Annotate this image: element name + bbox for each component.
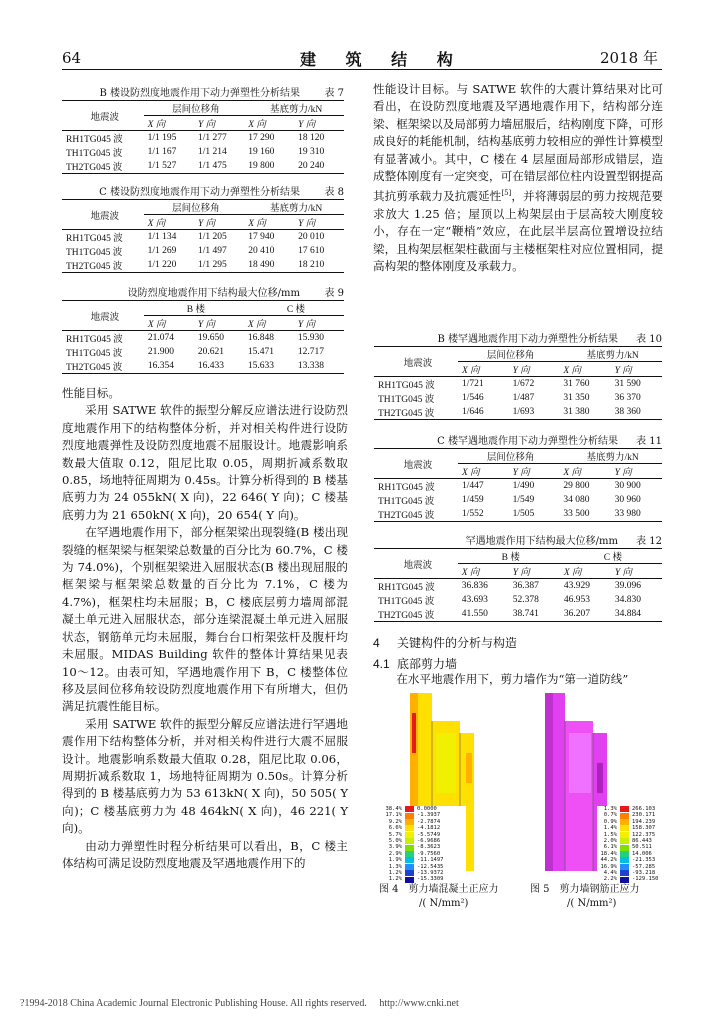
legend-value: 50.511 <box>632 844 652 851</box>
figure-4 <box>378 693 528 883</box>
legend-swatch <box>620 806 629 812</box>
table-cell: 1/487 <box>512 393 535 403</box>
legend-swatch <box>405 845 414 851</box>
table-number: 表 8 <box>324 187 344 198</box>
legend-percent: 0.7% <box>603 812 617 819</box>
table-cell: 34 080 <box>563 495 590 505</box>
table-cell: 1/490 <box>512 481 535 491</box>
paragraph-text: 性能设计目标。与 SATWE 软件的大震计算结果对比可看出，在设防烈度地震及罕遇地震作用下，结构部分连梁、框架梁以及局部剪力墙屈服后，结构刚度下降，可形成良好的耗能机制，结构基底剪力较相应的弹性计算模型有显著减小。其中，C 楼在 4 层屋面局部形成错层，造成整体刚度有一定突变，可在错层部位柱内设置型钢提高其抗剪承载力及抗震延性 <box>373 82 663 204</box>
table-caption-text: C 楼罕遇地震作用下动力弹塑性分析结果 <box>437 436 618 447</box>
sub-header: Y 向 <box>611 464 662 479</box>
table-row <box>374 607 662 622</box>
col-header: 层间位移角 <box>458 449 559 464</box>
table-number: 表 9 <box>324 288 344 299</box>
legend-percent: 4.4% <box>603 870 617 877</box>
fig4-legend <box>382 806 466 883</box>
table-cell: 1/1 195 <box>147 133 177 143</box>
table-caption <box>62 183 344 199</box>
legend-value: -1.3937 <box>417 812 441 819</box>
sub-header: X 向 <box>458 362 509 377</box>
table-cell: RH1TG045 波 <box>378 381 435 391</box>
col-header: B 楼 <box>144 301 244 316</box>
table-cell: TH2TG045 波 <box>62 159 144 174</box>
table-cell: 1/546 <box>461 393 484 403</box>
legend-swatch <box>620 819 629 825</box>
table-cell: 33 500 <box>559 507 610 522</box>
col-header: 基底剪力/kN <box>244 101 344 116</box>
sub-header: X 向 <box>144 116 194 131</box>
table-cell: TH1TG045 波 <box>378 395 435 405</box>
table-cell: 1/1 220 <box>144 258 194 273</box>
table-cell: 36.836 <box>461 581 488 591</box>
table-cell: 31 590 <box>614 379 641 389</box>
table-cell: 20 240 <box>294 159 344 174</box>
table11-block <box>374 432 662 522</box>
table-cell: 30 960 <box>614 495 641 505</box>
reference-mark: [5] <box>501 189 512 198</box>
legend-value: -4.1812 <box>417 825 441 832</box>
legend-percent: 44.2% <box>600 857 617 864</box>
legend-swatch <box>405 806 414 812</box>
legend-swatch <box>405 813 414 819</box>
section-title: 关键构件的分析与构造 <box>397 636 518 650</box>
legend-value: -129.150 <box>632 876 659 883</box>
table-cell: 1/1 269 <box>147 246 177 256</box>
col-header: 地震波 <box>374 549 458 579</box>
table-cell: 20 410 <box>248 246 275 256</box>
col-header: 基底剪力/kN <box>244 200 344 215</box>
table-cell: 46.953 <box>563 595 590 605</box>
figure-5-caption-units: /( N/mm²) <box>567 898 617 909</box>
legend-swatch <box>405 870 414 876</box>
sub-header: Y 向 <box>194 116 244 131</box>
section-4-1-heading <box>373 655 457 672</box>
sub-header: Y 向 <box>611 362 662 377</box>
legend-swatch <box>620 825 629 831</box>
table-cell: 16.848 <box>247 333 274 343</box>
col-header: 层间位移角 <box>458 347 559 362</box>
sub-header: Y 向 <box>611 564 662 579</box>
figure-5 <box>531 693 681 883</box>
legend-value: 14.006 <box>632 850 652 857</box>
table10-block <box>374 330 662 420</box>
table-caption <box>374 532 662 548</box>
legend-percent: 1.3% <box>603 806 617 812</box>
data-table <box>374 548 662 622</box>
legend-swatch <box>405 832 414 838</box>
table-row <box>374 493 662 507</box>
table-number: 表 10 <box>636 334 662 345</box>
table-row <box>374 507 662 522</box>
table-cell: 18 210 <box>294 258 344 273</box>
table-cell: TH2TG045 波 <box>62 258 144 273</box>
legend-swatch <box>620 864 629 870</box>
sub-header: Y 向 <box>509 362 560 377</box>
sub-header: X 向 <box>559 362 610 377</box>
table8-block <box>62 183 344 273</box>
legend-swatch <box>405 825 414 831</box>
data-table <box>62 100 344 174</box>
legend-percent: 16.9% <box>600 863 617 870</box>
table-caption <box>374 330 662 346</box>
table-cell: 1/1 497 <box>197 246 227 256</box>
table-cell: RH1TG045 波 <box>66 135 123 145</box>
sub-header: X 向 <box>560 564 611 579</box>
table-cell: 31 350 <box>563 393 590 403</box>
table-cell: 19 800 <box>244 159 294 174</box>
table-cell: 19 310 <box>298 147 325 157</box>
legend-value: -5.5749 <box>417 831 441 838</box>
table-cell: 1/1 277 <box>197 133 227 143</box>
header-rule <box>62 69 662 70</box>
table-row <box>62 131 344 146</box>
table-cell: 29 800 <box>563 481 590 491</box>
left-column-text <box>62 385 348 872</box>
col-header: 基底剪力/kN <box>559 449 662 464</box>
table-cell: 20 010 <box>298 232 325 242</box>
right-column-text <box>373 81 663 275</box>
sub-header: Y 向 <box>194 215 244 230</box>
table-caption <box>62 84 344 100</box>
legend-value: 158.307 <box>632 825 656 832</box>
legend-percent: 1.4% <box>603 825 617 832</box>
legend-percent: 2.9% <box>388 850 402 857</box>
table-cell: 1/1 205 <box>197 232 227 242</box>
table-caption-text: B 楼罕遇地震作用下动力弹塑性分析结果 <box>437 334 618 345</box>
table-cell: 52.378 <box>512 595 539 605</box>
table-cell: 1/1 214 <box>197 147 227 157</box>
legend-value: 230.171 <box>632 812 656 819</box>
table-cell: 1/1 475 <box>194 159 244 174</box>
table-cell: 38 360 <box>611 405 662 420</box>
table-cell: TH1TG045 波 <box>66 349 123 359</box>
legend-swatch <box>620 832 629 838</box>
table-cell: 36.387 <box>512 581 539 591</box>
table-row <box>62 244 344 258</box>
legend-percent: 0.9% <box>603 818 617 825</box>
table-cell: 1/693 <box>509 405 560 420</box>
section-number: 4.1 <box>373 657 390 671</box>
table-cell: 21.900 <box>147 347 174 357</box>
table-cell: RH1TG045 波 <box>378 583 435 593</box>
table-cell: RH1TG045 波 <box>378 483 435 493</box>
table-cell: TH1TG045 波 <box>378 497 435 507</box>
table-caption-text: B 楼设防烈度地震作用下动力弹塑性分析结果 <box>99 88 300 99</box>
table-cell: TH2TG045 波 <box>374 507 458 522</box>
legend-value: 194.239 <box>632 818 656 825</box>
table-cell: 36.207 <box>560 607 611 622</box>
table-cell: 34.884 <box>611 607 662 622</box>
paragraph: 采用 SATWE 软件的振型分解反应谱法进行罕遇地震作用下结构整体分析，并对相关构件进行大震不屈服设计。地震影响系数最大值取 0.28，阻尼比取 0.06，周期折减系数取 1，场地特征周期为 0.50s。计算分析得到的 B 楼基底剪力为 53 613kN( X 向)，50 505( Y 向)；C 楼基底剪力为 48 464kN( X 向)，46 221( Y 向)。 <box>62 716 348 836</box>
sub-header: Y 向 <box>509 464 560 479</box>
table-row <box>62 159 344 174</box>
legend-percent: 3.9% <box>388 844 402 851</box>
col-header: C 楼 <box>560 549 662 564</box>
table-cell: 15.633 <box>244 359 294 374</box>
legend-value: -6.9686 <box>417 838 441 845</box>
legend-percent: 18.4% <box>600 850 617 857</box>
sub-header: X 向 <box>144 316 194 331</box>
table-cell: 15.930 <box>297 333 325 343</box>
sub-header: Y 向 <box>509 564 560 579</box>
table-cell: 17 290 <box>248 133 275 143</box>
figure-4-caption: 图 4 剪力墙混凝土正应力 <box>379 884 499 895</box>
table-cell: 16.354 <box>144 359 194 374</box>
legend-swatch <box>620 838 629 844</box>
sub-header: Y 向 <box>294 116 344 131</box>
table-row <box>62 345 344 359</box>
table-row <box>374 377 662 392</box>
legend-swatch <box>405 819 414 825</box>
table-cell: 19.650 <box>197 333 224 343</box>
legend-swatch <box>405 864 414 870</box>
table-cell: 30 900 <box>614 481 641 491</box>
table-cell: 1/552 <box>458 507 509 522</box>
legend-percent: 2.2% <box>603 876 617 883</box>
sub-header: X 向 <box>244 215 294 230</box>
legend-value: -57.285 <box>632 863 656 870</box>
legend-value: -8.3623 <box>417 844 441 851</box>
table-cell: 1/672 <box>512 379 535 389</box>
col-header: 地震波 <box>62 301 144 331</box>
sub-header: Y 向 <box>294 316 344 331</box>
legend-value: 0.0000 <box>417 806 437 812</box>
table-cell: 1/447 <box>461 481 484 491</box>
table12-block <box>374 532 662 622</box>
table-cell: 43.929 <box>563 581 590 591</box>
table-row <box>62 145 344 159</box>
col-header: B 楼 <box>458 549 560 564</box>
data-table <box>374 448 662 522</box>
col-header: 地震波 <box>374 449 458 479</box>
table-row <box>374 391 662 405</box>
table-cell: 21.074 <box>147 333 174 343</box>
legend-swatch <box>405 857 414 863</box>
table-cell: TH1TG045 波 <box>378 597 435 607</box>
table-row <box>62 331 344 346</box>
legend-swatch <box>620 813 629 819</box>
table-row <box>374 479 662 494</box>
table-row <box>62 359 344 374</box>
sub-header: X 向 <box>559 464 610 479</box>
col-header: 层间位移角 <box>144 101 245 116</box>
legend-percent: 17.1% <box>385 812 402 819</box>
table-cell: 18 120 <box>298 133 325 143</box>
data-table <box>62 199 344 273</box>
paragraph: 在罕遇地震作用下，部分框架梁出现裂缝(B 楼出现裂缝的框架梁与框架梁总数量的百分比为 60.7%，C 楼为 74.0%)，个别框架梁进入屈服状态(B 楼出现屈服的框架梁与框架梁总数量的百分比为 7.1%，C 楼为 4.7%)，框架柱均未屈服；B，C 楼底层剪力墙周部混凝土单元进入屈服状态，部分连梁混凝土单元进入屈服状态，钢筋单元均未屈服，舞台台口桁架弦杆及腹杆均未屈服。MIDAS Building 软件的整体计算结果见表 10～12。由表可知，罕遇地震作用下 B，C 楼整体位移及层间位移角较设防烈度地震作用下有所增大，但仍满足抗震性能目标。 <box>62 525 348 714</box>
table-cell: 43.693 <box>461 595 488 605</box>
table-number: 表 7 <box>324 88 344 99</box>
journal-year: 2018 年 <box>600 49 658 67</box>
legend-value: -93.218 <box>632 870 656 877</box>
sub-header: X 向 <box>244 316 294 331</box>
section-number: 4 <box>373 636 380 650</box>
legend-swatch <box>405 838 414 844</box>
legend-percent: 9.2% <box>388 818 402 825</box>
data-table <box>374 346 662 420</box>
table-number: 表 11 <box>636 436 662 447</box>
table-row <box>374 579 662 594</box>
legend-value: -21.353 <box>632 857 656 864</box>
legend-swatch <box>620 857 629 863</box>
table-cell: 18 490 <box>244 258 294 273</box>
table9-block <box>62 284 344 374</box>
table-cell: 1/459 <box>461 495 484 505</box>
legend-swatch <box>405 851 414 857</box>
legend-value: 122.375 <box>632 831 656 838</box>
table-row <box>62 258 344 273</box>
table-caption-text: 罕遇地震作用下结构最大位移/mm <box>465 536 618 547</box>
table-cell: TH2TG045 波 <box>62 359 144 374</box>
legend-value: -2.7874 <box>417 818 441 825</box>
table-cell: TH2TG045 波 <box>374 607 458 622</box>
col-header: 地震波 <box>62 200 144 230</box>
legend-value: -12.5435 <box>417 863 444 870</box>
table7-block <box>62 84 344 174</box>
journal-title: 建 筑 结 构 <box>300 50 465 69</box>
legend-swatch <box>620 845 629 851</box>
table-row <box>374 593 662 607</box>
table-cell: 20.621 <box>197 347 224 357</box>
figure-5-caption: 图 5 剪力墙钢筋正应力 <box>530 884 640 895</box>
legend-percent: 38.4% <box>385 806 402 812</box>
table-cell: 1/1 295 <box>194 258 244 273</box>
table-cell: 16.433 <box>194 359 244 374</box>
table-cell: 1/1 167 <box>147 147 177 157</box>
sub-header: X 向 <box>144 215 194 230</box>
legend-percent: 1.5% <box>603 831 617 838</box>
table-cell: 1/646 <box>458 405 509 420</box>
table-cell: 13.338 <box>294 359 344 374</box>
fig5-legend <box>597 806 681 883</box>
sub-header: Y 向 <box>294 215 344 230</box>
paragraph-text: ，并将薄弱层的剪力按规范要求放大 1.25 倍；屋顶以上构架层由于层高较大刚度较小，存在一定“鞭梢”效应，在此层半层高位置增设拉结梁，且构架层框架柱截面与主楼框架柱对应位置相同，提高构架的整体刚度及承载力。 <box>373 189 663 273</box>
table-cell: 31 380 <box>559 405 610 420</box>
legend-value: 266.103 <box>632 806 656 812</box>
table-cell: 15.471 <box>247 347 274 357</box>
legend-percent: 2.0% <box>603 838 617 845</box>
legend-percent: 5.7% <box>388 831 402 838</box>
legend-swatch <box>620 851 629 857</box>
table-cell: 36 370 <box>614 393 641 403</box>
figure-4-caption-units: /( N/mm²) <box>419 898 469 909</box>
table-cell: 38.741 <box>509 607 560 622</box>
table-cell: RH1TG045 波 <box>66 335 123 345</box>
table-cell: 12.717 <box>297 347 325 357</box>
section-4-heading <box>373 634 517 651</box>
table-cell: TH1TG045 波 <box>66 149 123 159</box>
table-cell: 19 160 <box>248 147 275 157</box>
table-cell: 1/505 <box>509 507 560 522</box>
legend-value: -13.9372 <box>417 870 444 877</box>
table-cell: 39.096 <box>614 581 641 591</box>
table-caption <box>62 284 344 300</box>
legend-value: -9.7560 <box>417 850 441 857</box>
paragraph: 性能目标。 <box>62 386 120 400</box>
table-cell: 41.550 <box>458 607 509 622</box>
sub-header: X 向 <box>244 116 294 131</box>
col-header: 基底剪力/kN <box>559 347 662 362</box>
copyright-footer: ?1994-2018 China Academic Journal Electronic Publishing House. All rights reserved. http://www.cnki.net <box>20 998 459 1009</box>
col-header: 地震波 <box>62 101 144 131</box>
table-cell: TH2TG045 波 <box>374 405 458 420</box>
col-header: 层间位移角 <box>144 200 245 215</box>
legend-percent: 1.2% <box>388 870 402 877</box>
paragraph <box>373 81 663 275</box>
table-caption <box>374 432 662 448</box>
table-cell: 1/549 <box>512 495 535 505</box>
table-cell: 1/1 527 <box>144 159 194 174</box>
legend-percent: 6.6% <box>388 825 402 832</box>
legend-value: 86.443 <box>632 838 652 845</box>
table-cell: 31 760 <box>563 379 590 389</box>
legend-percent: 5.0% <box>388 838 402 845</box>
sub-header: Y 向 <box>194 316 244 331</box>
legend-percent: 1.9% <box>388 857 402 864</box>
paragraph: 由动力弹塑性时程分析结果可以看出，B，C 楼主体结构可满足设防烈度地震及罕遇地震作用下的 <box>62 838 348 870</box>
table-cell: 17 610 <box>298 246 325 256</box>
table-cell: 1/721 <box>461 379 484 389</box>
legend-percent: 1.2% <box>388 876 402 883</box>
table-cell: 1/1 134 <box>147 232 177 242</box>
table-row <box>62 230 344 245</box>
legend-swatch <box>620 870 629 876</box>
table-caption-text: 设防烈度地震作用下结构最大位移/mm <box>127 288 300 299</box>
section-title: 底部剪力墙 <box>397 657 458 671</box>
table-cell: 34.830 <box>614 595 641 605</box>
legend-value: -11.1497 <box>417 857 444 864</box>
table-cell: TH1TG045 波 <box>66 248 123 258</box>
col-header: C 楼 <box>244 301 344 316</box>
page-number: 64 <box>62 49 82 67</box>
table-row <box>374 405 662 420</box>
legend-value: -15.3309 <box>417 876 444 883</box>
sub-header: X 向 <box>458 464 509 479</box>
sub-header: X 向 <box>458 564 509 579</box>
col-header: 地震波 <box>374 347 458 377</box>
table-number: 表 12 <box>636 536 662 547</box>
table-caption-text: C 楼设防烈度地震作用下动力弹塑性分析结果 <box>99 187 300 198</box>
paragraph: 采用 SATWE 软件的振型分解反应谱法进行设防烈度地震作用下的结构整体分析，并对相关构件进行设防烈度地震弹性及设防烈度地震不屈服设计。地震影响系数最大值取 0.12，阻尼比取 0.05，周期折减系数取 0.85，场地特征周期为 0.45s。计算分析得到的 B 楼基底剪力为 24 055kN( X 向)，22 646( Y 向)；C 楼基底剪力为 21 650kN( X 向)，20 654( Y 向)。 <box>62 403 348 522</box>
table-cell: 33 980 <box>611 507 662 522</box>
right-paragraph-2: 在水平地震作用下，剪力墙作为“第一道防线” <box>396 672 629 686</box>
table-cell: RH1TG045 波 <box>66 234 123 244</box>
data-table <box>62 300 344 374</box>
legend-percent: 1.3% <box>388 863 402 870</box>
table-cell: 17 940 <box>248 232 275 242</box>
legend-percent: 6.1% <box>603 844 617 851</box>
